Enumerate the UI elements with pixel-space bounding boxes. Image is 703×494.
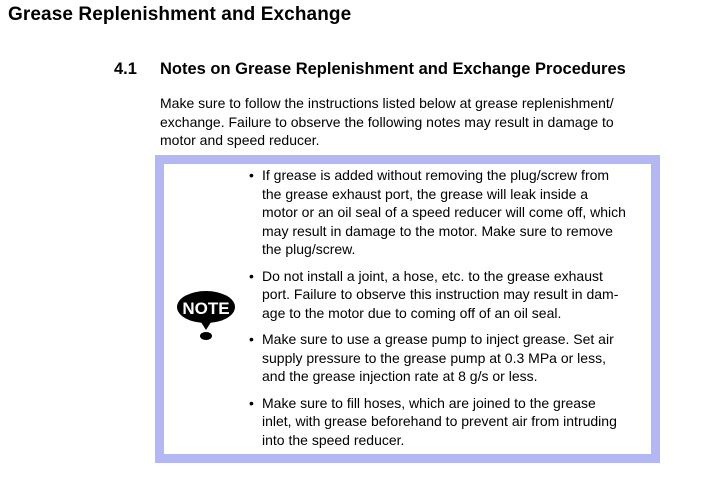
bullet-line: into the speed reducer. <box>262 431 405 448</box>
bullet-line: motor or an oil seal of a speed reducer will come off, which <box>262 204 626 220</box>
bullet-line: Make sure to fill hoses, which are joined to the grease <box>262 394 596 411</box>
bullet-line: Make sure to use a grease pump to inject grease. Set air <box>262 331 614 347</box>
bullet-line: the grease exhaust port, the grease will leak inside a <box>262 185 589 202</box>
intro-line: exchange. Failure to observe the following notes may result in damage to <box>160 113 614 130</box>
note-icon-label: NOTE <box>182 299 230 318</box>
section-number: 4.1 <box>114 60 137 78</box>
note-icon <box>175 287 237 343</box>
section-heading <box>114 60 626 79</box>
bullet-line: port. Failure to observe this instruction may result in dam- <box>262 286 619 302</box>
bullet-line: the plug/screw. <box>262 241 356 257</box>
note-content <box>164 164 651 454</box>
bullet-line: may result in damage to the motor. Make sure to remove <box>262 222 613 239</box>
note-bullet-item <box>248 394 658 450</box>
intro-line: Make sure to follow the instructions listed below at grease replenishment/ <box>160 95 614 111</box>
intro-paragraph <box>160 94 680 150</box>
bullet-line: inlet, with grease beforehand to prevent air from intruding <box>262 413 617 429</box>
bullet-line: Do not install a joint, a hose, etc. to the grease exhaust <box>262 267 603 284</box>
chapter-title: Grease Replenishment and Exchange <box>8 4 352 25</box>
note-bullet-item <box>248 267 658 323</box>
bullet-line: supply pressure to the grease pump at 0.3 MPa or less, <box>262 349 606 366</box>
bullet-line: If grease is added without removing the plug/screw from <box>262 167 610 183</box>
bullet-icon: • <box>249 331 254 347</box>
note-bullet-item <box>248 330 658 386</box>
bullet-line: and the grease injection rate at 8 g/s or less. <box>262 368 538 384</box>
bullet-icon: • <box>249 267 254 284</box>
bullet-icon: • <box>249 167 254 183</box>
bullet-line: age to the motor due to coming off of an oil seal. <box>262 304 562 321</box>
bullet-icon: • <box>249 394 254 411</box>
note-box <box>155 155 660 463</box>
intro-line: motor and speed reducer. <box>160 132 320 148</box>
note-bullet-list <box>248 166 658 457</box>
section-title: Notes on Grease Replenishment and Exchange Procedures <box>160 60 626 78</box>
note-bullet-item <box>248 166 658 259</box>
